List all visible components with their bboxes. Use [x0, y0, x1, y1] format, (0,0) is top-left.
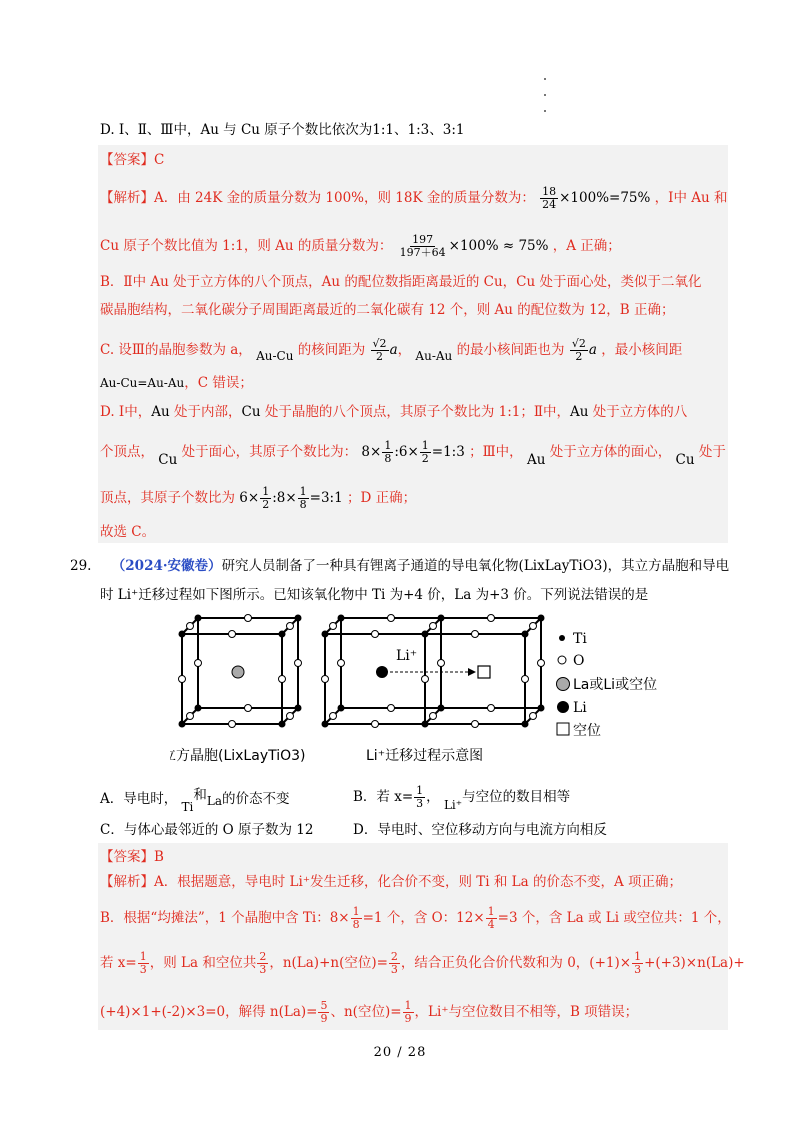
q28-conclusion: 故选 C。 — [100, 524, 156, 540]
fig-caption-right: Li⁺迁移过程示意图 — [366, 748, 484, 764]
legend-ti: Ti — [573, 631, 587, 647]
vacancy-square — [478, 666, 490, 678]
q29-option-d: D．导电时、空位移动方向与电流方向相反 — [353, 822, 607, 838]
ti-atoms-right — [322, 615, 545, 728]
q28-analysis-c-line1: C. 设Ⅲ的晶胞参数为 a， Au-Cu 的核间距为 $\frac{√2}{2}$ a， Au-Au 的最小核间距也为 $\frac{√2}{2}$ a ，最小核间距 — [100, 337, 683, 363]
q28-analysis-a-line1: 【解析】A．由 24K 金的质量分数为 100%，则 18K 金的质量分数为： $\frac{18}{24}$ ×100%=75% ，Ⅰ中 Au 和 — [100, 185, 728, 211]
legend — [557, 631, 658, 739]
q29-option-a: A．导电时， Ti和La的价态不变 — [100, 787, 290, 814]
q29-stem-line2: 时 Li⁺迁移过程如下图所示。已知该氧化物中 Ti 为+4 价，La 为+3 价。下列说法错误的是 — [100, 587, 649, 603]
fig-caption-left: 立方晶胞(LixLayTiO3) — [170, 748, 306, 764]
legend-o: O — [573, 653, 585, 669]
q29-stem-line1: 29. （2024·安徽卷）研究人员制备了一种具有锂离子通道的导电氧化物(LixLayTiO3)，其立方晶胞和导电 — [70, 558, 730, 574]
legend-li: Li — [573, 700, 587, 716]
q28-analysis-d-line1: D. Ⅰ中，Au 处于内部，Cu 处于晶胞的八个顶点，其原子个数比为 1:1；Ⅱ中，Au 处于立方体的八 — [100, 404, 688, 420]
decorative-dots — [543, 78, 547, 118]
q28-analysis-d-line2: 个顶点， Cu 处于面心，其原子个数比为： 8× $\frac{1}{8}$ :6× $\frac{1}{2}$ =1:3 ；Ⅲ中， Au 处于立方体的面心， Cu 处于 — [100, 439, 726, 468]
fig-li-label: Li⁺ — [396, 648, 418, 664]
q28-analysis-a-line2: Cu 原子个数比值为 1:1，则 Au 的质量分数为： $\frac{197}{197+64}$ ×100% ≈ 75% ，A 正确； — [100, 233, 621, 259]
page-number: 20 / 28 — [373, 1045, 427, 1060]
q28-analysis-d-line3: 顶点，其原子个数比为 6× $\frac{1}{2}$ :8× $\frac{1}{8}$ =3:1 ；D 正确； — [100, 485, 417, 511]
o-atoms-right — [322, 615, 545, 728]
q28-option-d: D. Ⅰ、Ⅱ、Ⅲ中，Au 与 Cu 原子个数比依次为1:1、1:3、3:1 — [100, 122, 465, 138]
q28-analysis-c-line2: Au-Cu=Au-Au，C 错误； — [100, 375, 253, 391]
q29-analysis-b-line1: B．根据“均摊法”，1 个晶胞中含 Ti：8× $\frac{1}{8}$ =1 个，含 O：12× $\frac{1}{4}$ =3 个，含 La 或 Li 或空位共：1 个， — [100, 905, 731, 931]
legend-vacancy: 空位 — [573, 723, 601, 739]
q29-analysis-b-line3: (+4)×1+(-2)×3=0，解得 n(La)= $\frac{5}{9}$ 、n(空位)= $\frac{1}{9}$ ，Li⁺与空位数目不相等，B 项错误； — [100, 999, 639, 1025]
q28-analysis-b-line1: B．Ⅱ中 Au 处于立方体的八个顶点，Au 的配位数指距离最近的 Cu，Cu 处于面心处，类似于二氧化 — [100, 274, 702, 290]
cubic-cell-right — [325, 618, 541, 724]
q29-option-c: C．与体心最邻近的 O 原子数为 12 — [100, 822, 314, 838]
li-atom — [376, 666, 388, 678]
q29-option-b: B．若 x= $\frac{1}{3}$ ， Li⁺与空位的数目相等 — [353, 784, 571, 812]
q29-analysis-b-line2: 若 x= $\frac{1}{3}$ ，则 La 和空位共 $\frac{2}{3}$ ，n(La)+n(空位)= $\frac{2}{3}$ ，结合正负化合价代数和为 0，(+1)× $\frac{1}{3}$ +(+3)×n(La)+ — [100, 950, 745, 976]
q29-answer: 【答案】B — [100, 849, 164, 865]
q29-figure — [170, 608, 690, 778]
legend-la-li-vacancy: La或Li或空位 — [573, 677, 658, 693]
crystal-diagram — [170, 608, 690, 778]
q29-analysis-a: 【解析】A．根据题意，导电时 Li⁺发生迁移，化合价不变，则 Ti 和 La 的价态不变，A 项正确； — [100, 874, 682, 890]
migration-arrowhead — [468, 668, 476, 676]
q28-answer: 【答案】C — [100, 152, 165, 168]
q28-analysis-b-line2: 碳晶胞结构，二氧化碳分子周围距离最近的二氧化碳有 12 个，则 Au 的配位数为 12，B 正确； — [100, 302, 675, 318]
body-center-atom — [232, 666, 244, 678]
